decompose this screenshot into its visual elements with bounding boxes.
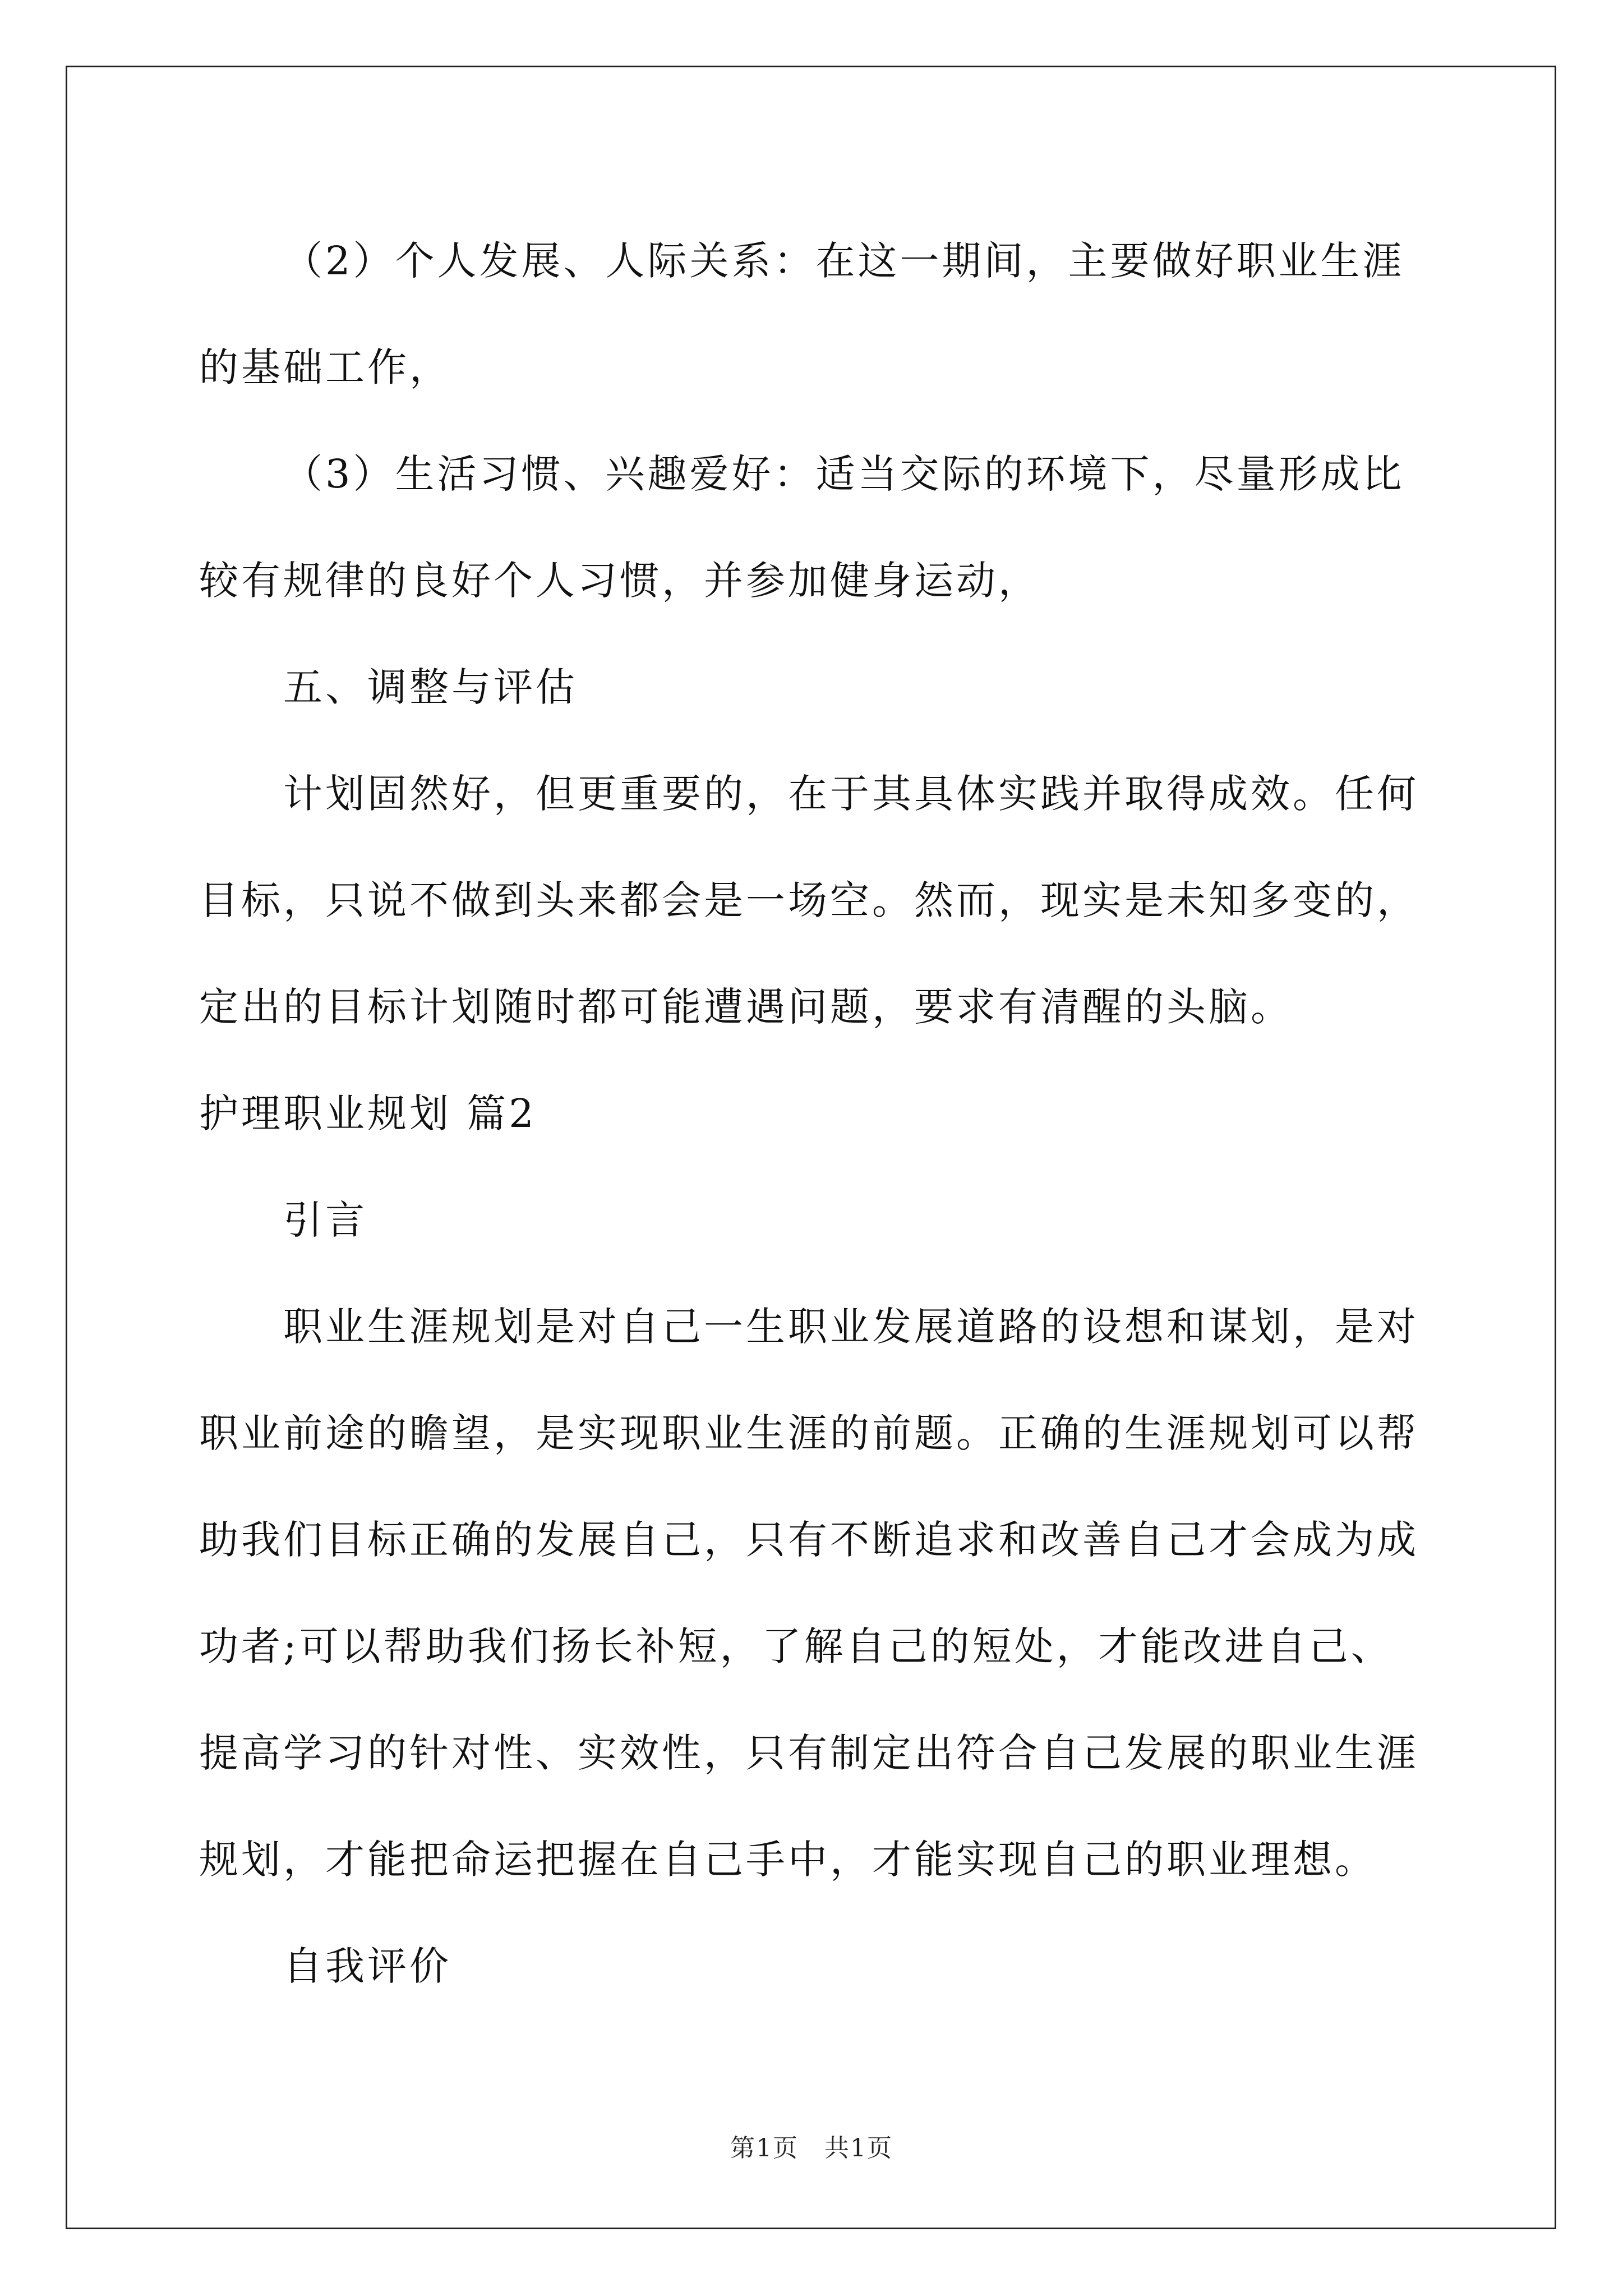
paragraph-personal-development: （2）个人发展、人际关系：在这一期间，主要做好职业生涯的基础工作， [199, 238, 1405, 390]
paragraph-career-planning: 职业生涯规划是对自己一生职业发展道路的设想和谋划，是对职业前途的瞻望，是实现职业生涯的前题。正确的生涯规划可以帮助我们目标正确的发展自己，只有不断追求和改善自己才会成为成功者;可以帮助我们扬长补短，了解自己的短处，才能改进自己、提高学习的针对性、实效性，只有制定出符合自己发展的职业生涯规划，才能把命运把握在自己手中，才能实现自己的职业理想。 [199, 1304, 1419, 1883]
page-number-footer: 第1页 共1页 [730, 2134, 893, 2162]
paragraph-plan-practice: 计划固然好，但更重要的，在于其具体实践并取得成效。任何目标，只说不做到头来都会是一场空。然而，现实是未知多变的，定出的目标计划随时都可能遭遇问题，要求有清醒的头脑。 [199, 771, 1419, 1030]
section-heading-self-evaluation: 自我评价 [283, 1943, 451, 1989]
section-heading-adjust-evaluate: 五、调整与评估 [283, 664, 578, 710]
paragraph-living-habits: （3）生活习惯、兴趣爱好：适当交际的环境下，尽量形成比较有规律的良好个人习惯，并参加健身运动， [199, 451, 1405, 604]
article-title-part-2: 护理职业规划 篇2 [199, 1091, 537, 1137]
section-heading-introduction: 引言 [283, 1197, 367, 1243]
document-body [199, 208, 1424, 2019]
